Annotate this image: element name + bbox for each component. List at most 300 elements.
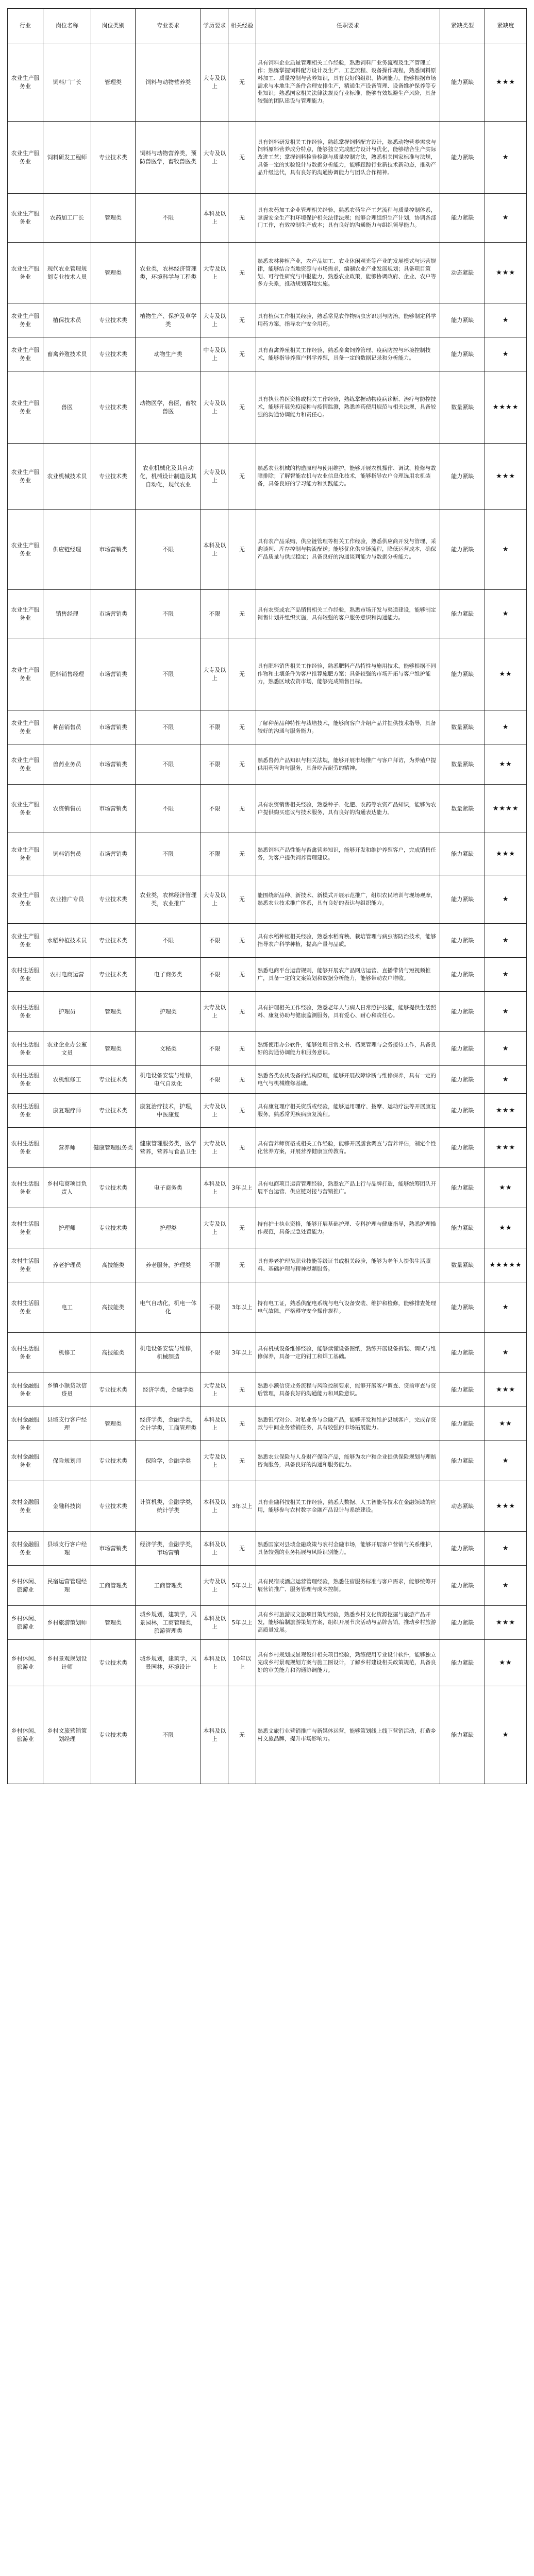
duties-cell: 了解种苗品种特性与栽培技术，能够向客户介绍产品并提供技术指导，具备较好的沟通与服务能力。 <box>256 710 440 744</box>
industry-cell: 农业生产服务业 <box>8 371 43 444</box>
skill-type-cell: 能力紧缺 <box>440 638 485 710</box>
category-cell: 专业技术类 <box>91 1441 136 1481</box>
major-cell: 护理类 <box>136 992 201 1032</box>
experience-cell: 3年以上 <box>228 1481 256 1532</box>
shortage-stars: ★★★ <box>485 1606 527 1640</box>
duties-cell: 熟悉国家对县域金融政策与农村金融市场，能够开展客户营销与关系维护，具备较强的业务拓展与风险识别能力。 <box>256 1532 440 1566</box>
skill-type-cell: 数量紧缺 <box>440 371 485 444</box>
industry-cell: 农村生活服务业 <box>8 1128 43 1168</box>
shortage-stars: ★ <box>485 1066 527 1094</box>
shortage-stars: ★ <box>485 1686 527 1784</box>
table-row <box>8 1532 527 1566</box>
table-row <box>8 1032 527 1066</box>
header-shortage-level: 紧缺度 <box>485 9 527 43</box>
major-cell: 护理类 <box>136 1208 201 1248</box>
category-cell: 市场营销类 <box>91 744 136 785</box>
table-body <box>8 43 527 1784</box>
education-cell: 不限 <box>201 1282 228 1333</box>
position-cell: 农资销售员 <box>43 785 91 833</box>
industry-cell: 农业生产服务业 <box>8 194 43 243</box>
education-cell: 不限 <box>201 590 228 638</box>
position-cell: 饲料厂厂长 <box>43 43 91 122</box>
shortage-stars: ★ <box>485 510 527 590</box>
table-row <box>8 710 527 744</box>
table-row <box>8 833 527 875</box>
skill-type-cell: 能力紧缺 <box>440 1373 485 1407</box>
table-row <box>8 958 527 992</box>
industry-cell: 农业生产服务业 <box>8 710 43 744</box>
industry-cell: 农村生活服务业 <box>8 1032 43 1066</box>
experience-cell: 无 <box>228 43 256 122</box>
table-row <box>8 1373 527 1407</box>
education-cell: 不限 <box>201 958 228 992</box>
industry-cell: 农业生产服务业 <box>8 924 43 958</box>
category-cell: 专业技术类 <box>91 958 136 992</box>
duties-cell: 具有营养师资格或相关工作经验，能够开展膳食调查与营养评估，制定个性化营养方案，开展营养健康宣传教育。 <box>256 1128 440 1168</box>
major-cell: 电子商务类 <box>136 1168 201 1208</box>
category-cell: 专业技术类 <box>91 924 136 958</box>
position-cell: 植保技术员 <box>43 303 91 337</box>
table-row <box>8 1606 527 1640</box>
duties-cell: 具有金融科技相关工作经验，熟悉大数据、人工智能等技术在金融领域的应用，能够参与农村数字金融产品设计与系统建设。 <box>256 1481 440 1532</box>
category-cell: 专业技术类 <box>91 303 136 337</box>
duties-cell: 熟悉农业保险与人身财产保险产品，能够为农户和企业提供保险规划与理赔咨询服务，具备良好的沟通和服务能力。 <box>256 1441 440 1481</box>
shortage-stars: ★★ <box>485 744 527 785</box>
skill-type-cell: 能力紧缺 <box>440 1168 485 1208</box>
shortage-stars: ★ <box>485 1282 527 1333</box>
category-cell: 健康管理服务类 <box>91 1128 136 1168</box>
skill-type-cell: 能力紧缺 <box>440 1208 485 1248</box>
industry-cell: 农业生产服务业 <box>8 510 43 590</box>
skill-type-cell: 能力紧缺 <box>440 1066 485 1094</box>
industry-cell: 乡村休闲、旅游业 <box>8 1686 43 1784</box>
position-cell: 金融科技岗 <box>43 1481 91 1532</box>
table-row <box>8 744 527 785</box>
experience-cell: 无 <box>228 1532 256 1566</box>
industry-cell: 农业生产服务业 <box>8 122 43 194</box>
position-cell: 供应链经理 <box>43 510 91 590</box>
experience-cell: 无 <box>228 1441 256 1481</box>
position-cell: 护理师 <box>43 1208 91 1248</box>
education-cell: 大专及以上 <box>201 1094 228 1128</box>
category-cell: 市场营销类 <box>91 638 136 710</box>
skill-type-cell: 动态紧缺 <box>440 1481 485 1532</box>
category-cell: 市场营销类 <box>91 590 136 638</box>
education-cell: 本科及以上 <box>201 1407 228 1441</box>
shortage-stars: ★★ <box>485 1640 527 1686</box>
table-row <box>8 1248 527 1282</box>
shortage-stars: ★ <box>485 992 527 1032</box>
table-row <box>8 1333 527 1373</box>
position-cell: 县域支行客户经理 <box>43 1407 91 1441</box>
position-cell: 民宿运营管理经理 <box>43 1566 91 1606</box>
major-cell: 机电设备安装与维修，机械制造 <box>136 1333 201 1373</box>
position-cell: 饲料销售员 <box>43 833 91 875</box>
education-cell: 大专及以上 <box>201 875 228 924</box>
table-row <box>8 590 527 638</box>
skill-type-cell: 数量紧缺 <box>440 785 485 833</box>
experience-cell: 无 <box>228 1094 256 1128</box>
shortage-stars: ★ <box>485 1441 527 1481</box>
position-cell: 现代农业管理规划专业技术人员 <box>43 243 91 303</box>
table-row <box>8 43 527 122</box>
shortage-stars: ★★★ <box>485 1094 527 1128</box>
education-cell: 不限 <box>201 744 228 785</box>
duties-cell: 具有护理相关工作经验，熟悉老年人与病人日常照护技能，能够提供生活照料、康复协助与健康监测服务，具有爱心、耐心和责任心。 <box>256 992 440 1032</box>
experience-cell: 无 <box>228 303 256 337</box>
duties-cell: 熟悉文旅行业营销推广与新媒体运营，能够策划线上线下营销活动，打造乡村文旅品牌，提升市场影响力。 <box>256 1686 440 1784</box>
education-cell: 不限 <box>201 1066 228 1094</box>
header-position-name: 岗位名称 <box>43 9 91 43</box>
table-row <box>8 194 527 243</box>
major-cell: 不限 <box>136 1686 201 1784</box>
major-cell: 养老服务，护理类 <box>136 1248 201 1282</box>
duties-cell: 持有电工证，熟悉供配电系统与电气设备安装、维护和检修，能够排查处理电气故障，严格遵守安全操作规程。 <box>256 1282 440 1333</box>
table-row <box>8 243 527 303</box>
duties-cell: 具有农药加工企业管理相关经验，熟悉农药生产工艺流程与质量控制体系，掌握安全生产和环境保护相关法律法规；能够合理组织生产计划，协调各部门工作，有效控制生产成本；具有良好的沟通能力与组织领导能力。 <box>256 194 440 243</box>
skill-type-cell: 能力紧缺 <box>440 1094 485 1128</box>
header-position-category: 岗位类别 <box>91 9 136 43</box>
industry-cell: 农村生活服务业 <box>8 1168 43 1208</box>
major-cell: 经济学类，金融学类，市场营销 <box>136 1532 201 1566</box>
table-row <box>8 875 527 924</box>
duties-cell: 能围绕新品种、新技术、新模式开展示范推广，组织农民培训与现场观摩，熟悉农业技术推广体系，具有良好的表达与组织能力。 <box>256 875 440 924</box>
education-cell: 大专及以上 <box>201 303 228 337</box>
position-cell: 兽医 <box>43 371 91 444</box>
position-cell: 农业推广专员 <box>43 875 91 924</box>
education-cell: 大专及以上 <box>201 371 228 444</box>
education-cell: 不限 <box>201 1032 228 1066</box>
shortage-stars: ★★ <box>485 1168 527 1208</box>
header-duties: 任职要求 <box>256 9 440 43</box>
shortage-stars: ★ <box>485 710 527 744</box>
shortage-stars: ★★ <box>485 1407 527 1441</box>
duties-cell: 具有饲料企业质量管理相关工作经验，熟悉饲料厂业务流程及生产管理工作；熟练掌握饲料配方设计及生产、工艺流程、设备操作规程，熟悉饲料原料加工、质量控制与营养知识，具有良好的组织、协调能力，能够根据市场需求与本地生产条件合理安排生产，精通生产设备管理、设备维护保养等专业知识；熟悉国家相关法律法规及行业标准，能够有效规避生产风险，具备较强的团队建设与管理能力。 <box>256 43 440 122</box>
skill-type-cell: 能力紧缺 <box>440 337 485 371</box>
major-cell: 农业机械化及其自动化，机械设计制造及其自动化，现代农业 <box>136 444 201 510</box>
shortage-stars: ★★ <box>485 1208 527 1248</box>
industry-cell: 农村生活服务业 <box>8 1282 43 1333</box>
industry-cell: 农村金融服务业 <box>8 1407 43 1441</box>
position-cell: 饲料研发工程师 <box>43 122 91 194</box>
position-cell: 水稻种植技术员 <box>43 924 91 958</box>
table-row <box>8 638 527 710</box>
education-cell: 大专及以上 <box>201 1566 228 1606</box>
skill-type-cell: 数量紧缺 <box>440 710 485 744</box>
experience-cell: 无 <box>228 1032 256 1066</box>
shortage-stars: ★★★ <box>485 1481 527 1532</box>
experience-cell: 无 <box>228 510 256 590</box>
experience-cell: 无 <box>228 1686 256 1784</box>
duties-cell: 具有民宿或酒店运营管理经验，熟悉住宿服务标准与客户需求，能够统筹开展营销推广、服务管理与成本控制。 <box>256 1566 440 1606</box>
table-row <box>8 924 527 958</box>
category-cell: 专业技术类 <box>91 1208 136 1248</box>
industry-cell: 农村金融服务业 <box>8 1441 43 1481</box>
skill-type-cell: 能力紧缺 <box>440 924 485 958</box>
industry-cell: 农村生活服务业 <box>8 992 43 1032</box>
table-row <box>8 510 527 590</box>
category-cell: 管理类 <box>91 1407 136 1441</box>
position-cell: 兽药业务员 <box>43 744 91 785</box>
table-row <box>8 1640 527 1686</box>
header-education: 学历要求 <box>201 9 228 43</box>
experience-cell: 无 <box>228 710 256 744</box>
industry-cell: 农业生产服务业 <box>8 303 43 337</box>
experience-cell: 无 <box>228 958 256 992</box>
experience-cell: 无 <box>228 590 256 638</box>
position-cell: 乡村文旅营销策划经理 <box>43 1686 91 1784</box>
position-cell: 电工 <box>43 1282 91 1333</box>
major-cell: 动物生产类 <box>136 337 201 371</box>
position-cell: 养老护理员 <box>43 1248 91 1282</box>
shortage-stars: ★ <box>485 590 527 638</box>
major-cell: 不限 <box>136 785 201 833</box>
duties-cell: 熟悉兽药产品知识与相关法规，能够开展市场推广与客户拜访，为养殖户提供用药咨询与服务，具备吃苦耐劳的精神。 <box>256 744 440 785</box>
shortage-stars: ★ <box>485 303 527 337</box>
major-cell: 城乡规划，建筑学，风景园林，环境设计 <box>136 1640 201 1686</box>
education-cell: 不限 <box>201 1248 228 1282</box>
position-cell: 乡村景观规划设计师 <box>43 1640 91 1686</box>
category-cell: 管理类 <box>91 194 136 243</box>
education-cell: 本科及以上 <box>201 1686 228 1784</box>
major-cell: 不限 <box>136 194 201 243</box>
skill-type-cell: 能力紧缺 <box>440 510 485 590</box>
duties-cell: 熟悉农林种植产业，农产品加工、农业休闲观光等产业的发展模式与运营规律，能够结合当地资源与市场需求，编制农业产业发展规划；具备项目策划、可行性研究与申报能力，熟悉农业政策，能够协调政府、企业、农户等多方关系，推动规划落地实施。 <box>256 243 440 303</box>
education-cell: 不限 <box>201 1333 228 1373</box>
category-cell: 高技能类 <box>91 1333 136 1373</box>
education-cell: 不限 <box>201 785 228 833</box>
education-cell: 不限 <box>201 924 228 958</box>
table-row <box>8 337 527 371</box>
category-cell: 管理类 <box>91 992 136 1032</box>
major-cell: 农业类，农林经济管理类，环境科学与工程类 <box>136 243 201 303</box>
industry-cell: 农业生产服务业 <box>8 444 43 510</box>
position-cell: 畜禽养殖技术员 <box>43 337 91 371</box>
industry-cell: 农业生产服务业 <box>8 875 43 924</box>
table-row <box>8 992 527 1032</box>
skill-type-cell: 能力紧缺 <box>440 303 485 337</box>
industry-cell: 农村生活服务业 <box>8 1094 43 1128</box>
major-cell: 饲料与动物营养类，预防兽医学，畜牧兽医类 <box>136 122 201 194</box>
industry-cell: 农业生产服务业 <box>8 638 43 710</box>
category-cell: 专业技术类 <box>91 1481 136 1532</box>
skill-type-cell: 能力紧缺 <box>440 1441 485 1481</box>
education-cell: 大专及以上 <box>201 243 228 303</box>
major-cell: 农业类，农林经济管理类，农业推广 <box>136 875 201 924</box>
table-row <box>8 1441 527 1481</box>
category-cell: 专业技术类 <box>91 444 136 510</box>
duties-cell: 熟悉小额信贷业务流程与风险控制要求，能够开展客户调查、贷前审查与贷后管理，具备良好的沟通能力和风险意识。 <box>256 1373 440 1407</box>
industry-cell: 乡村休闲、旅游业 <box>8 1606 43 1640</box>
skill-type-cell: 能力紧缺 <box>440 833 485 875</box>
shortage-stars: ★ <box>485 337 527 371</box>
experience-cell: 5年以上 <box>228 1606 256 1640</box>
industry-cell: 农业生产服务业 <box>8 243 43 303</box>
education-cell: 本科及以上 <box>201 510 228 590</box>
experience-cell: 无 <box>228 1208 256 1248</box>
duties-cell: 熟悉电商平台运营规则，能够开展农产品网店运营、直播带货与短视频推广，具备一定的文案策划和数据分析能力，能够带动农户增收。 <box>256 958 440 992</box>
education-cell: 大专及以上 <box>201 122 228 194</box>
category-cell: 专业技术类 <box>91 1094 136 1128</box>
major-cell: 工商管理类 <box>136 1566 201 1606</box>
skill-type-cell: 能力紧缺 <box>440 444 485 510</box>
shortage-stars: ★ <box>485 1532 527 1566</box>
job-shortage-table <box>7 8 527 1784</box>
table-row <box>8 122 527 194</box>
skill-type-cell: 数量紧缺 <box>440 744 485 785</box>
skill-type-cell: 能力紧缺 <box>440 1686 485 1784</box>
experience-cell: 无 <box>228 337 256 371</box>
experience-cell: 3年以上 <box>228 1333 256 1373</box>
duties-cell: 熟悉饲料产品性能与畜禽营养知识，能够开发和维护养殖客户，完成销售任务，为客户提供饲养管理建议。 <box>256 833 440 875</box>
position-cell: 农机维修工 <box>43 1066 91 1094</box>
experience-cell: 3年以上 <box>228 1282 256 1333</box>
shortage-stars: ★ <box>485 1566 527 1606</box>
experience-cell: 无 <box>228 444 256 510</box>
industry-cell: 农村金融服务业 <box>8 1373 43 1407</box>
shortage-stars: ★★★ <box>485 444 527 510</box>
major-cell: 城乡规划，建筑学，风景园林，工商管理类，旅游管理类 <box>136 1606 201 1640</box>
table-header-row <box>8 9 527 43</box>
table-row <box>8 1128 527 1168</box>
major-cell: 不限 <box>136 590 201 638</box>
header-industry: 行业 <box>8 9 43 43</box>
duties-cell: 具有农资销售相关经验，熟悉种子、化肥、农药等农资产品知识，能够为农户提供购买建议与技术服务，具有良好的沟通表达能力。 <box>256 785 440 833</box>
experience-cell: 无 <box>228 992 256 1032</box>
shortage-stars: ★ <box>485 1333 527 1373</box>
education-cell: 本科及以上 <box>201 1168 228 1208</box>
duties-cell: 持有护士执业资格，能够开展基础护理、专科护理与健康指导，熟悉护理操作规范，具备应急处置能力。 <box>256 1208 440 1248</box>
major-cell: 不限 <box>136 744 201 785</box>
duties-cell: 具有养老护理员职业技能等级证书或相关经验，能够为老年人提供生活照料、基础护理与精神慰藉服务。 <box>256 1248 440 1282</box>
table-row <box>8 1094 527 1128</box>
major-cell: 计算机类，金融学类，统计学类 <box>136 1481 201 1532</box>
table-row <box>8 1481 527 1532</box>
education-cell: 本科及以上 <box>201 1606 228 1640</box>
experience-cell: 3年以上 <box>228 1168 256 1208</box>
shortage-stars: ★★★★ <box>485 785 527 833</box>
category-cell: 管理类 <box>91 243 136 303</box>
position-cell: 农业企业办公室文员 <box>43 1032 91 1066</box>
experience-cell: 无 <box>228 122 256 194</box>
shortage-stars: ★ <box>485 122 527 194</box>
industry-cell: 乡村休闲、旅游业 <box>8 1566 43 1606</box>
experience-cell: 无 <box>228 785 256 833</box>
duties-cell: 具有植保工作相关经验，熟悉常见农作物病虫害识别与防治，能够制定科学用药方案，指导农户安全用药。 <box>256 303 440 337</box>
category-cell: 专业技术类 <box>91 371 136 444</box>
skill-type-cell: 能力紧缺 <box>440 1566 485 1606</box>
education-cell: 大专及以上 <box>201 1373 228 1407</box>
position-cell: 机修工 <box>43 1333 91 1373</box>
experience-cell: 无 <box>228 638 256 710</box>
position-cell: 营养师 <box>43 1128 91 1168</box>
experience-cell: 无 <box>228 744 256 785</box>
category-cell: 市场营销类 <box>91 785 136 833</box>
education-cell: 本科及以上 <box>201 1481 228 1532</box>
duties-cell: 具有饲料研发相关工作经验，熟练掌握饲料配方设计，熟悉动物营养需求与饲料原料营养成分特点，能够独立完成配方设计与优化，能够结合生产实际改进工艺；掌握饲料检验检测与质量控制方法，熟悉相关国家标准与法规，具备一定的实验设计与数据分析能力，能够跟踪行业新技术新动态，推动产品升级迭代，具有良好的沟通协调能力与团队合作精神。 <box>256 122 440 194</box>
table-row <box>8 1282 527 1333</box>
experience-cell: 无 <box>228 243 256 303</box>
shortage-stars: ★★★ <box>485 1373 527 1407</box>
category-cell: 市场营销类 <box>91 1532 136 1566</box>
shortage-stars: ★ <box>485 958 527 992</box>
education-cell: 大专及以上 <box>201 444 228 510</box>
major-cell: 机电设备安装与维修，电气自动化 <box>136 1066 201 1094</box>
education-cell: 不限 <box>201 833 228 875</box>
industry-cell: 农业生产服务业 <box>8 833 43 875</box>
experience-cell: 无 <box>228 194 256 243</box>
skill-type-cell: 能力紧缺 <box>440 1407 485 1441</box>
major-cell: 不限 <box>136 833 201 875</box>
duties-cell: 具有执业兽医资格或相关工作经验，熟练掌握动物疫病诊断、治疗与防控技术，能够开展免疫接种与疫情监测，熟悉兽药使用规范与相关法规，具备较强的沟通协调能力和责任心。 <box>256 371 440 444</box>
experience-cell: 5年以上 <box>228 1566 256 1606</box>
experience-cell: 无 <box>228 1407 256 1441</box>
shortage-stars: ★★★ <box>485 1128 527 1168</box>
category-cell: 工商管理类 <box>91 1566 136 1606</box>
skill-type-cell: 动态紧缺 <box>440 243 485 303</box>
experience-cell: 无 <box>228 833 256 875</box>
duties-cell: 具有畜禽养殖相关工作经验，熟悉畜禽饲养管理、疫病防控与环境控制技术，能够指导养殖户科学养殖，具备一定的数据记录和分析能力。 <box>256 337 440 371</box>
table-row <box>8 1407 527 1441</box>
industry-cell: 农村金融服务业 <box>8 1481 43 1532</box>
shortage-stars: ★★ <box>485 638 527 710</box>
industry-cell: 农业生产服务业 <box>8 785 43 833</box>
major-cell: 保险学，金融学类 <box>136 1441 201 1481</box>
table-row <box>8 1168 527 1208</box>
education-cell: 中专及以上 <box>201 337 228 371</box>
major-cell: 不限 <box>136 638 201 710</box>
industry-cell: 农村生活服务业 <box>8 1333 43 1373</box>
skill-type-cell: 能力紧缺 <box>440 875 485 924</box>
position-cell: 乡村旅游策划师 <box>43 1606 91 1640</box>
skill-type-cell: 能力紧缺 <box>440 1282 485 1333</box>
position-cell: 康复理疗师 <box>43 1094 91 1128</box>
experience-cell: 无 <box>228 875 256 924</box>
industry-cell: 农业生产服务业 <box>8 744 43 785</box>
category-cell: 专业技术类 <box>91 1168 136 1208</box>
major-cell: 不限 <box>136 710 201 744</box>
major-cell: 文秘类 <box>136 1032 201 1066</box>
shortage-stars: ★★★★★ <box>485 1248 527 1282</box>
industry-cell: 农村生活服务业 <box>8 958 43 992</box>
table-row <box>8 1066 527 1094</box>
experience-cell: 无 <box>228 371 256 444</box>
position-cell: 乡村电商项目负责人 <box>43 1168 91 1208</box>
education-cell: 大专及以上 <box>201 43 228 122</box>
category-cell: 专业技术类 <box>91 875 136 924</box>
duties-cell: 熟悉各类农机设备的结构原理，能够开展故障诊断与维修保养，具有一定的电气与机械维修基础。 <box>256 1066 440 1094</box>
skill-type-cell: 能力紧缺 <box>440 958 485 992</box>
education-cell: 本科及以上 <box>201 1640 228 1686</box>
skill-type-cell: 能力紧缺 <box>440 1640 485 1686</box>
category-cell: 高技能类 <box>91 1248 136 1282</box>
category-cell: 市场营销类 <box>91 710 136 744</box>
header-major: 专业要求 <box>136 9 201 43</box>
position-cell: 护理员 <box>43 992 91 1032</box>
duties-cell: 具有农资或农产品销售相关工作经验，熟悉市场开发与渠道建设，能够制定销售计划并组织实施，具有较强的客户服务意识和沟通能力。 <box>256 590 440 638</box>
industry-cell: 农村生活服务业 <box>8 1066 43 1094</box>
position-cell: 农村电商运营 <box>43 958 91 992</box>
major-cell: 不限 <box>136 510 201 590</box>
category-cell: 专业技术类 <box>91 1066 136 1094</box>
education-cell: 大专及以上 <box>201 1128 228 1168</box>
experience-cell: 无 <box>228 1128 256 1168</box>
major-cell: 电子商务类 <box>136 958 201 992</box>
skill-type-cell: 能力紧缺 <box>440 1128 485 1168</box>
skill-type-cell: 能力紧缺 <box>440 1532 485 1566</box>
category-cell: 专业技术类 <box>91 1373 136 1407</box>
category-cell: 专业技术类 <box>91 1640 136 1686</box>
